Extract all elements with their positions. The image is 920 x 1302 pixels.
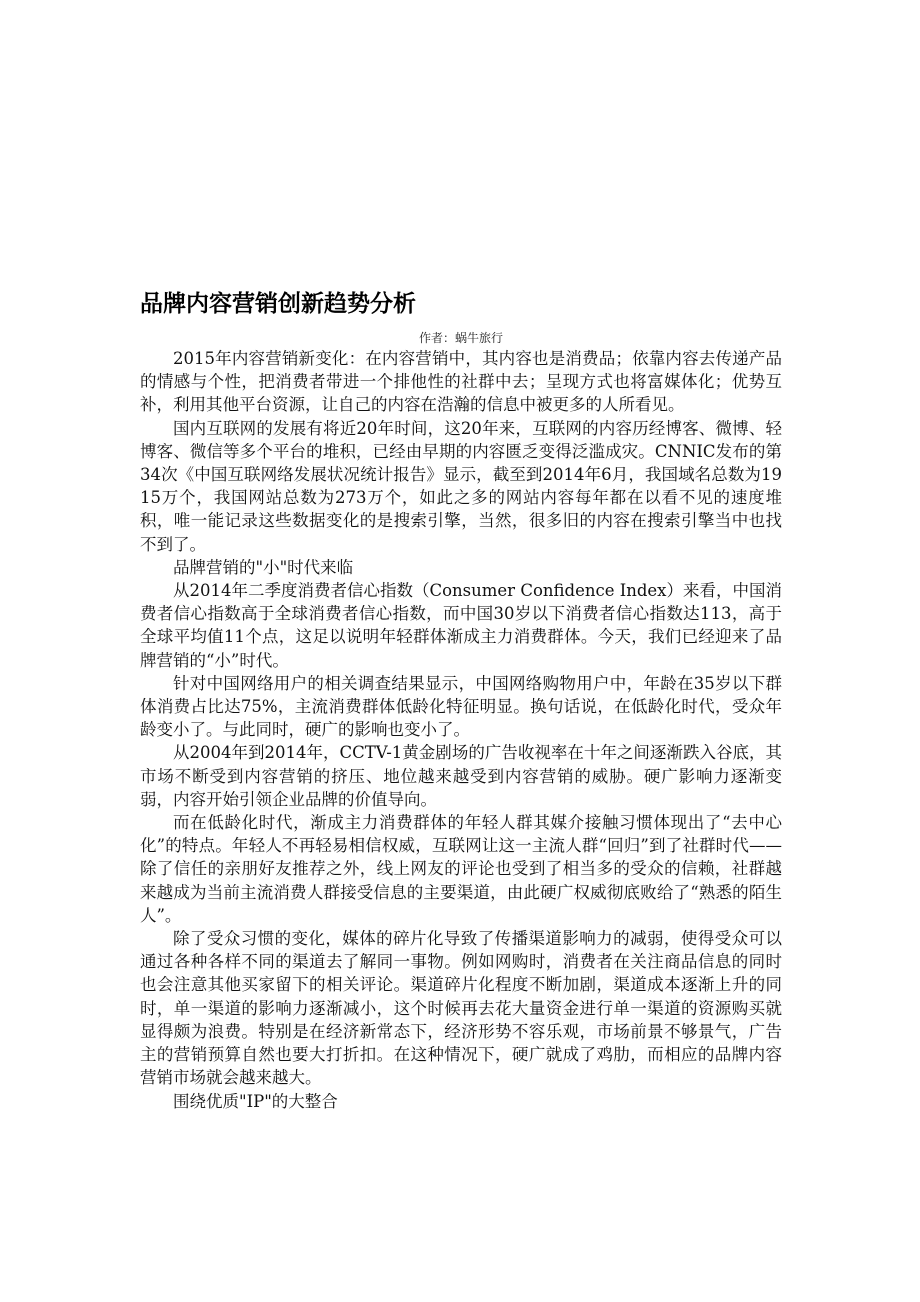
- paragraph-cctv-ad-ratings: 从2004年到2014年，CCTV-1黄金剧场的广告收视率在十年之间逐渐跌入谷底，其市场不断受到内容营销的挤压、地位越来越受到内容营销的威胁。硬广影响力逐渐变弱，内容开始引领企业品牌的价值导向。: [140, 743, 782, 809]
- paragraph-online-shoppers-age: 针对中国网络用户的相关调查结果显示，中国网络购物用户中，年龄在35岁以下群体消费占比达75%，主流消费群体低龄化特征明显。换句话说，在低龄化时代，受众年龄变小了。与此同时，硬广的影响也变小了。: [140, 673, 782, 740]
- paragraph-content-marketing-2015: 2015年内容营销新变化：在内容营销中，其内容也是消费品；依靠内容去传递产品的情感与个性，把消费者带进一个排他性的社群中去；呈现方式也将富媒体化；优势互补，利用其他平台资源，让自己的内容在浩瀚的信息中被更多的人所看见。: [140, 349, 782, 415]
- author-line: 作者：蜗牛旅行: [418, 331, 503, 345]
- paragraph-decentralization: 而在低龄化时代，渐成主力消费群体的年轻人群其媒介接触习惯体现出了“去中心化”的特点。年轻人不再轻易相信权威，互联网让这一主流人群“回归”到了社群时代——除了信任的亲朋好友推荐之外，线上网友的评论也受到了相当多的受众的信赖，社群越来越成为当前主流消费人群接受信息的主要渠道，由此硬广权威彻底败给了“熟悉的陌生人”。: [140, 813, 782, 925]
- article: [140, 286, 782, 1113]
- paragraph-internet-content-growth: 国内互联网的发展有将近20年时间，这20年来，互联网的内容历经博客、微博、轻博客、微信等多个平台的堆积，已经由早期的内容匮乏变得泛滥成灾。CNNIC发布的第34次《中国互联网络发展状况统计报告》显示，截至到2014年6月，我国域名总数为1915万个，我国网站总数为273万个，如此之多的网站内容每年都在以看不见的速度堆积，唯一能记录这些数据变化的是搜索引擎，当然，很多旧的内容在搜索引擎当中也找不到了。: [140, 418, 782, 554]
- paragraph-media-fragmentation: 除了受众习惯的变化，媒体的碎片化导致了传播渠道影响力的减弱，使得受众可以通过各种各样不同的渠道去了解同一事物。例如网购时，消费者在关注商品信息的同时也会注意其他买家留下的相关评论。渠道碎片化程度不断加剧，渠道成本逐渐上升的同时，单一渠道的影响力逐渐减小，这个时候再去花大量资金进行单一渠道的资源购买就显得颇为浪费。特别是在经济新常态下，经济形势不容乐观，市场前景不够景气，广告主的营销预算自然也要大打折扣。在这种情况下，硬广就成了鸡肋，而相应的品牌内容营销市场就会越来越大。: [140, 929, 782, 1088]
- section-heading-small-era: 品牌营销的"小"时代来临: [173, 557, 354, 577]
- paragraph-consumer-confidence: 从2014年二季度消费者信心指数（Consumer Confidence Index）来看，中国消费者信心指数高于全球消费者信心指数，而中国30岁以下消费者信心指数达113，高于全球平均值11个点，这足以说明年轻群体渐成主力消费群体。今天，我们已经迎来了品牌营销的“小”时代。: [140, 581, 782, 670]
- article-title: 品牌内容营销创新趋势分析: [140, 291, 416, 317]
- section-heading-ip-integration: 围绕优质"IP"的大整合: [173, 1091, 338, 1111]
